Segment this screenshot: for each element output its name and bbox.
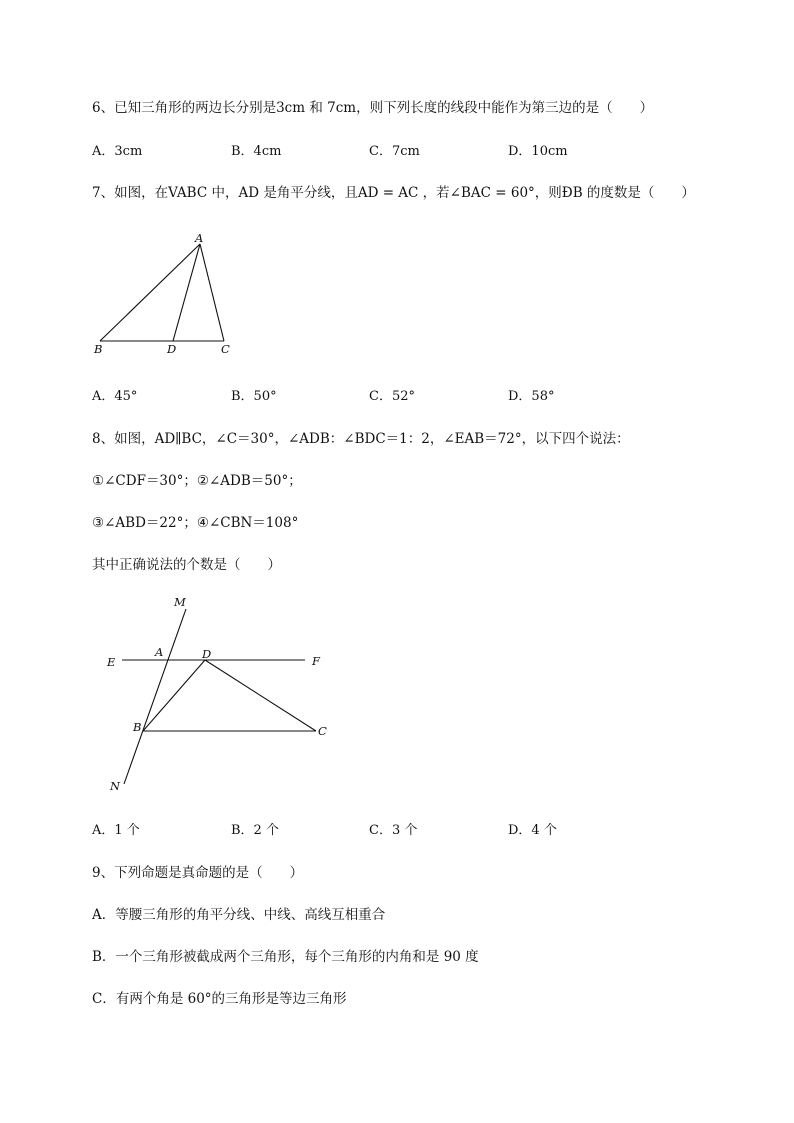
q6-option-d: D．10cm	[508, 144, 568, 159]
q8-option-a: A．1 个	[92, 823, 140, 838]
q7-option-a: A．45°	[92, 389, 138, 404]
q8-option-d: D．4 个	[508, 823, 557, 838]
q8-statement-1: ①∠CDF＝30°；②∠ADB＝50°；	[92, 473, 302, 489]
q8-question: 其中正确说法的个数是（ ）	[92, 557, 281, 573]
q9-stem: 9、下列命题是真命题的是（ ）	[92, 865, 304, 881]
q6-option-c: C．7cm	[369, 144, 420, 159]
q8-label-n: N	[110, 779, 121, 793]
q8-option-b: B．2 个	[231, 823, 279, 838]
q8-label-b: B	[133, 720, 142, 734]
q8-label-m: M	[174, 595, 186, 609]
q8-segment-dc	[205, 660, 316, 731]
q8-label-d: D	[202, 647, 212, 661]
q6-stem: 6、已知三角形的两边长分别是3cm 和 7cm，则下列长度的线段中能作为第三边的是（ ）	[92, 100, 654, 116]
q8-label-c: C	[318, 724, 327, 738]
q7-option-c: C．52°	[369, 389, 415, 404]
q8-stem: 8、如图，AD∥BC，∠C＝30°，∠ADB：∠BDC＝1：2，∠EAB＝72°，以下四个说法：	[92, 431, 630, 447]
q7-option-d: D．58°	[508, 389, 555, 404]
q8-label-e: E	[107, 655, 116, 669]
q8-option-c: C．3 个	[369, 823, 418, 838]
q9-option-a: A．等腰三角形的角平分线、中线、高线互相重合	[92, 907, 386, 923]
q7-label-d: D	[167, 342, 177, 356]
q8-line-mn	[124, 609, 186, 784]
q6-option-a: A．3cm	[92, 144, 143, 159]
q8-segment-bd	[143, 660, 205, 731]
q7-label-c: C	[221, 342, 230, 356]
q6-option-b: B．4cm	[231, 144, 282, 159]
q7-label-b: B	[94, 342, 103, 356]
q8-statement-2: ③∠ABD＝22°；④∠CBN＝108°	[92, 515, 299, 531]
q9-option-c: C．有两个角是 60°的三角形是等边三角形	[92, 991, 347, 1007]
q9-option-b: B．一个三角形被截成两个三角形，每个三角形的内角和是 90 度	[92, 949, 479, 965]
q8-label-a: A	[155, 645, 164, 659]
q8-label-f: F	[312, 654, 320, 668]
q7-label-a: A	[195, 231, 204, 245]
q7-option-b: B．50°	[231, 389, 277, 404]
q7-stem: 7、如图，在VABC 中，AD 是角平分线，且AD = AC ，若∠BAC = 60°，则ÐB 的度数是（ ）	[92, 185, 695, 201]
